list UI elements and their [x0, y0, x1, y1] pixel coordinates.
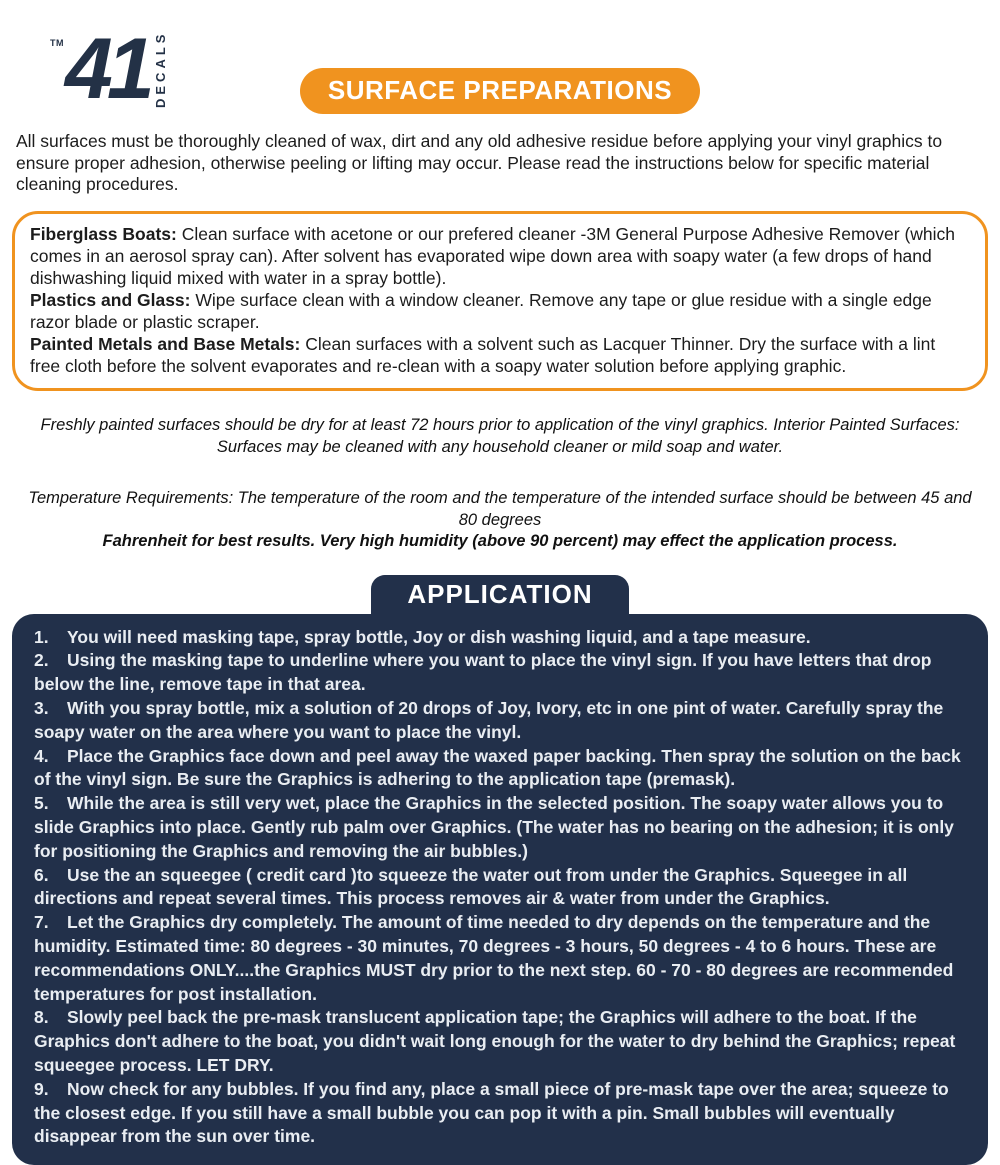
step-9	[34, 1078, 966, 1149]
step-4-text: Place the Graphics face down and peel away the waxed paper backing. Then spray the solution on the back of the vinyl sign. Be sure the Graphics is adhering to the application tape (premask).	[34, 745, 961, 790]
step-3	[34, 697, 966, 745]
step-6	[34, 864, 966, 912]
logo-number: 41	[65, 21, 149, 117]
logo-decals-text: DECALS	[152, 30, 168, 108]
temperature-note-line1: Temperature Requirements: The temperature of the room and the temperature of the intended surface should be between 45 and 80 degrees	[28, 489, 972, 529]
step-4-number: 4.	[34, 745, 49, 766]
fiberglass-boats-paragraph	[30, 223, 970, 289]
application-banner-row	[0, 575, 1000, 616]
temperature-requirements-note	[24, 488, 976, 552]
step-2-text: Using the masking tape to underline where you want to place the vinyl sign. If you have letters that drop below the line, remove tape in that area.	[34, 650, 932, 695]
step-7-number: 7.	[34, 912, 49, 933]
step-5-number: 5.	[34, 793, 49, 814]
application-steps-box	[12, 614, 988, 1165]
step-9-number: 9.	[34, 1078, 49, 1099]
step-5-text: While the area is still very wet, place the Graphics in the selected position. The soapy water allows you to slide Graphics into place. Gently rub palm over Graphics. (The water has no bearing on the adhesion; it is only for positioning the Graphics and removing the air bubbles.)	[34, 793, 954, 861]
application-banner: APPLICATION	[371, 575, 628, 616]
step-2-number: 2.	[34, 650, 49, 671]
trademark-symbol: TM	[50, 38, 64, 48]
painted-metals-paragraph	[30, 333, 970, 377]
step-5	[34, 792, 966, 863]
step-7	[34, 911, 966, 1006]
fiberglass-boats-label: Fiberglass Boats:	[30, 224, 177, 245]
material-cleaning-box	[12, 211, 988, 391]
step-3-number: 3.	[34, 697, 49, 718]
step-8-text: Slowly peel back the pre-mask translucent application tape; the Graphics will adhere to the boat. If the Graphics don't adhere to the boat, you didn't wait long enough for the water to dry behind the Graphics; repeat squeegee process. LET DRY.	[34, 1007, 956, 1075]
step-6-text: Use the an squeegee ( credit card )to squeeze the water out from under the Graphics. Squeegee in all directions and repeat several times. This process removes air & water from under the Graphics.	[34, 864, 908, 909]
step-4	[34, 745, 966, 793]
painted-metals-label: Painted Metals and Base Metals:	[30, 334, 301, 355]
step-8-number: 8.	[34, 1007, 49, 1028]
plastics-glass-text: Wipe surface clean with a window cleaner. Remove any tape or glue residue with a single edge razor blade or plastic scraper.	[30, 290, 932, 333]
fiberglass-boats-text: Clean surface with acetone or our prefered cleaner -3M General Purpose Adhesive Remover (which comes in an aerosol spray can). After solvent has evaporated wipe down area with soapy water (a few drops of hand dishwashing liquid mixed with water in a spray bottle).	[30, 224, 956, 289]
step-6-number: 6.	[34, 864, 49, 885]
step-3-text: With you spray bottle, mix a solution of 20 drops of Joy, Ivory, etc in one pint of water. Carefully spray the soapy water on the area where you want to place the vinyl.	[34, 697, 944, 742]
step-9-text: Now check for any bubbles. If you find any, place a small piece of pre-mask tape over the area; squeeze to the closest edge. If you still have a small bubble you can pop it with a pin. Small bubbles will eventually disappear from the sun over time.	[34, 1078, 949, 1147]
intro-paragraph: All surfaces must be thoroughly cleaned of wax, dirt and any old adhesive residue before applying your vinyl graphics to ensure proper adhesion, otherwise peeling or lifting may occur. Please read the instructions below for specific material cleaning procedures.	[16, 131, 943, 195]
freshly-painted-note: Freshly painted surfaces should be dry for at least 72 hours prior to application of the vinyl graphics. Interior Painted Surfaces: Surfaces may be cleaned with any household cleaner or mild soap and water.	[40, 416, 960, 456]
step-1-text: You will need masking tape, spray bottle, Joy or dish washing liquid, and a tape measure.	[67, 626, 811, 647]
step-7-text: Let the Graphics dry completely. The amount of time needed to dry depends on the temperature and the humidity. Estimated time: 80 degrees - 30 minutes, 70 degrees - 3 hours, 50 degrees - 4 to 6 hours. These are recommendations ONLY....the Graphics MUST dry prior to the next step. 60 - 70 - 80 degrees are recommended temperatures for post installation.	[34, 912, 954, 1004]
temperature-note-line2: Fahrenheit for best results. Very high humidity (above 90 percent) may effect the application process.	[102, 532, 898, 551]
plastics-glass-label: Plastics and Glass:	[30, 290, 191, 311]
surface-preparations-banner: SURFACE PREPARATIONS	[300, 68, 700, 114]
step-8	[34, 1006, 966, 1077]
step-2	[34, 649, 966, 697]
painted-metals-text: Clean surfaces with a solvent such as Lacquer Thinner. Dry the surface with a lint free cloth before the solvent evaporates and re-clean with a soapy water solution before applying graphic.	[30, 334, 936, 377]
step-1	[34, 626, 966, 650]
brand-logo	[50, 21, 168, 117]
plastics-glass-paragraph	[30, 289, 970, 333]
step-1-number: 1.	[34, 626, 49, 647]
